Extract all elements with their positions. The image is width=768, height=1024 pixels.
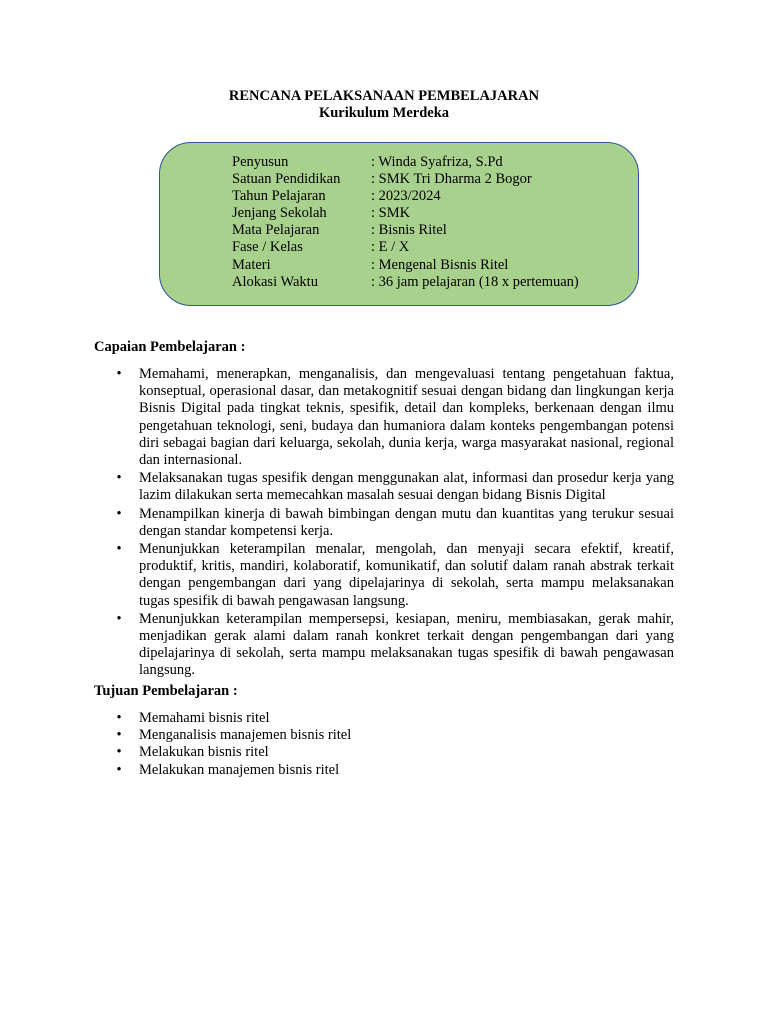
list-item xyxy=(112,541,674,610)
list-item xyxy=(112,762,674,779)
list-item xyxy=(112,727,674,744)
tujuan-heading: Tujuan Pembelajaran : xyxy=(94,683,238,699)
document-header xyxy=(0,88,768,122)
list-item-text: Memahami, menerapkan, menganalisis, dan mengevaluasi tentang pengetahuan faktua, konseptual, operasional dasar, dan metakognitif sesuai dengan bidang dan lingkungan kerja Bisnis Digital pada tingkat teknis, spesifik, detail dan kompleks, berkenaan dengan ilmu pengetahuan teknologi, seni, budaya dan humaniora dalam konteks pengembangan potensi diri sebagai bagian dari keluarga, sekolah, dunia kerja, warga masyarakat nasional, regional dan internasional. xyxy=(139,366,674,469)
list-item xyxy=(112,710,674,727)
bullet-icon: • xyxy=(116,744,122,761)
list-item-text: Menunjukkan keterampilan mempersepsi, kesiapan, meniru, membiasakan, gerak mahir, menjadikan gerak alami dalam ranah konkret terkait dengan pengembangan dari yang dipelajarinya di sekolah, serta mampu melaksanakan tugas spesifik di bawah pengawasan langsung. xyxy=(139,610,674,679)
bullet-icon: • xyxy=(116,761,122,778)
list-item xyxy=(112,744,674,761)
identity-value: : 2023/2024 xyxy=(371,188,441,205)
identity-label: Jenjang Sekolah xyxy=(232,205,327,222)
identity-row-satuan-pendidikan xyxy=(232,171,579,188)
capaian-heading: Capaian Pembelajaran : xyxy=(94,339,246,355)
identity-label: Materi xyxy=(232,256,271,273)
bullet-icon: • xyxy=(116,470,122,487)
identity-label: Satuan Pendidikan xyxy=(232,171,341,188)
identity-label: Penyusun xyxy=(232,154,289,170)
identity-value: : Bisnis Ritel xyxy=(371,222,447,239)
identity-table xyxy=(232,154,579,291)
bullet-icon: • xyxy=(116,366,122,382)
identity-value: : SMK Tri Dharma 2 Bogor xyxy=(371,171,532,188)
list-item xyxy=(112,611,674,680)
bullet-icon: • xyxy=(116,610,122,627)
identity-label: Mata Pelajaran xyxy=(232,222,320,239)
identity-value: : E / X xyxy=(371,239,410,256)
identity-label: Alokasi Waktu xyxy=(232,273,318,290)
list-item xyxy=(112,506,674,540)
list-item-text: Menganalisis manajemen bisnis ritel xyxy=(139,727,352,744)
identity-row-penyusun xyxy=(232,154,579,171)
tujuan-list xyxy=(112,710,674,779)
list-item-text: Menampilkan kinerja di bawah bimbingan dengan mutu dan kuantitas yang terukur sesuai dengan standar kompetensi kerja. xyxy=(139,505,674,539)
capaian-list xyxy=(112,366,674,680)
list-item-text: Melakukan manajemen bisnis ritel xyxy=(139,761,340,778)
list-item-text: Memahami bisnis ritel xyxy=(139,710,270,726)
identity-row-tahun-pelajaran xyxy=(232,188,579,205)
identity-label: Fase / Kelas xyxy=(232,239,303,256)
document-title: RENCANA PELAKSANAAN PEMBELAJARAN xyxy=(228,88,540,104)
identity-row-alokasi-waktu xyxy=(232,274,579,291)
identity-row-mata-pelajaran xyxy=(232,222,579,239)
identity-row-jenjang-sekolah xyxy=(232,205,579,222)
list-item-text: Melakukan bisnis ritel xyxy=(139,744,269,761)
list-item xyxy=(112,470,674,504)
list-item-text: Melaksanakan tugas spesifik dengan menggunakan alat, informasi dan prosedur kerja yang lazim dilakukan serta memecahkan masalah sesuai dengan bidang Bisnis Digital xyxy=(139,470,674,504)
identity-box xyxy=(159,142,639,306)
identity-value: : Winda Syafriza, S.Pd xyxy=(371,154,503,170)
list-item-text: Menunjukkan keterampilan menalar, mengolah, dan menyaji secara efektif, kreatif, produktif, kritis, mandiri, kolaboratif, komunikatif, dan solutif dalam ranah abstrak terkait dengan pengembangan dari yang dipelajarinya di sekolah, serta mampu melaksanakan tugas spesifik di bawah pengawasan langsung. xyxy=(139,541,674,609)
identity-value: : 36 jam pelajaran (18 x pertemuan) xyxy=(371,273,579,290)
identity-row-materi xyxy=(232,257,579,274)
identity-value: : Mengenal Bisnis Ritel xyxy=(371,256,509,273)
bullet-icon: • xyxy=(116,541,122,558)
bullet-icon: • xyxy=(116,710,122,726)
identity-row-fase-kelas xyxy=(232,239,579,256)
list-item xyxy=(112,366,674,469)
bullet-icon: • xyxy=(116,505,122,522)
identity-value: : SMK xyxy=(371,205,411,222)
identity-label: Tahun Pelajaran xyxy=(232,188,326,205)
document-subtitle: Kurikulum Merdeka xyxy=(318,105,450,121)
bullet-icon: • xyxy=(116,727,122,744)
